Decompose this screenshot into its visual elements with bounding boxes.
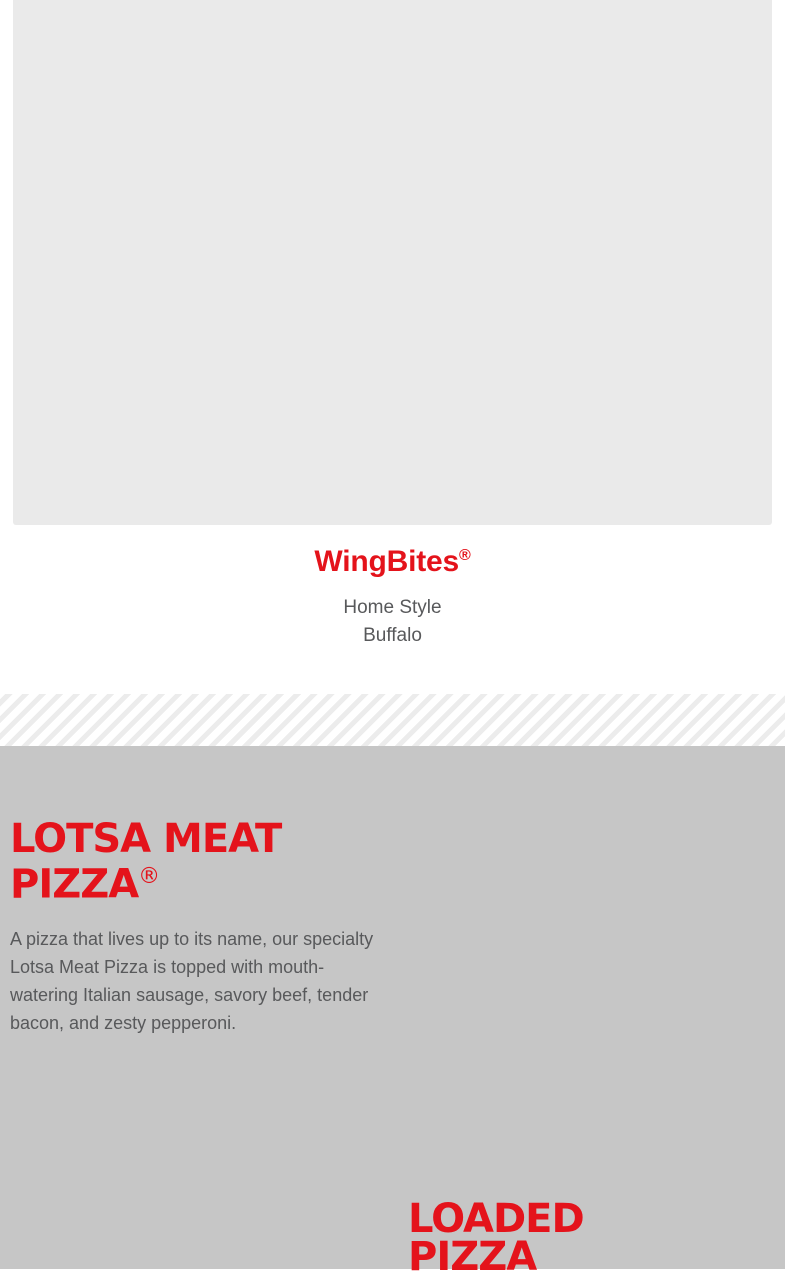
registered-trademark-icon: ® — [138, 864, 160, 889]
lotsa-meat-pizza-block — [10, 816, 390, 1037]
product-title — [0, 545, 785, 578]
product-title-text: WingBites — [314, 545, 459, 578]
loaded-pizza-heading-line-1: LOADED — [408, 1196, 584, 1242]
lotsa-meat-pizza-description: A pizza that lives up to its name, our specialty Lotsa Meat Pizza is topped with mouth-watering Italian sausage, savory beef, tender bacon, and zesty pepperoni. — [10, 929, 374, 1034]
product-description-line-1: Home Style — [343, 597, 442, 618]
lotsa-meat-pizza-heading-text: LOTSA MEAT PIZZA — [10, 816, 282, 908]
product-description-line-2: Buffalo — [363, 625, 422, 646]
loaded-pizza-heading — [408, 1196, 768, 1280]
loaded-pizza-heading-line-2: PIZZA — [408, 1234, 537, 1280]
hatch-divider — [0, 694, 785, 746]
product-info — [0, 545, 785, 650]
loaded-pizza-block — [408, 1196, 768, 1280]
registered-trademark-icon: ® — [459, 547, 471, 564]
product-description — [0, 594, 785, 650]
lotsa-meat-pizza-heading — [10, 816, 390, 908]
grey-content-section — [0, 746, 785, 1280]
product-hero-image — [13, 0, 772, 525]
